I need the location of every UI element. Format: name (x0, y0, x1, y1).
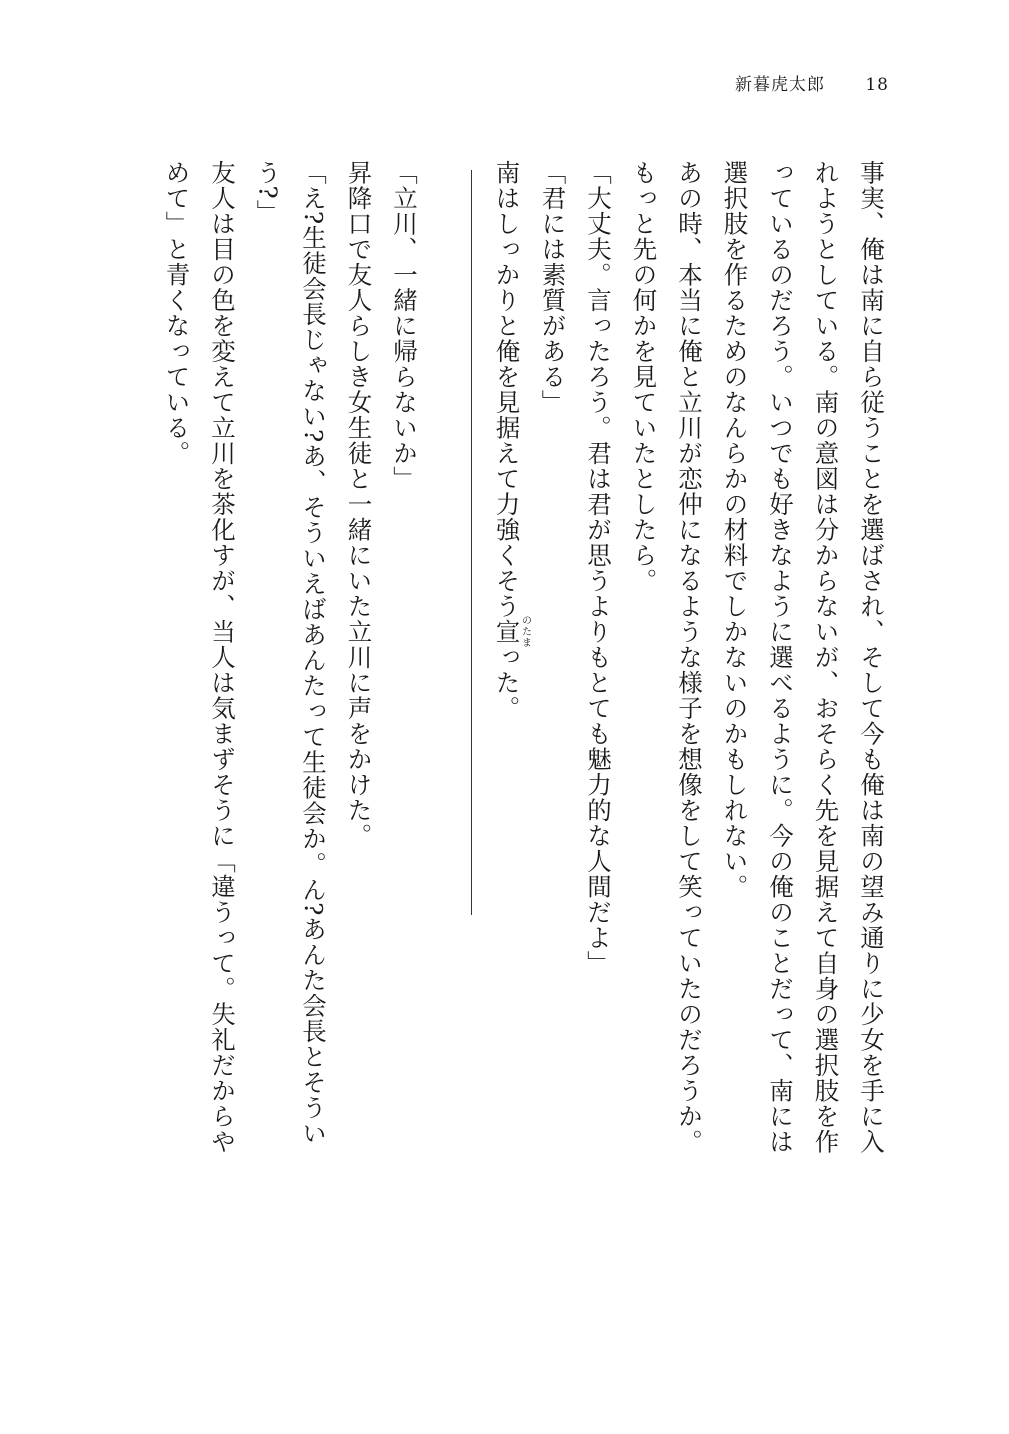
paragraph-with-ruby (484, 160, 530, 1170)
paragraph: 昇降口で友人らしき女生徒と一緒にいた立川に声をかけた。 (344, 160, 374, 849)
paragraph: あの時、本当に俺と立川が恋仲になるような様子を想像をして笑っていたのだろうか。もっと先の何かを見ていたとしたら。 (629, 160, 704, 1155)
page-header (735, 70, 889, 95)
author-name: 新暮虎太郎 (734, 75, 825, 95)
ruby-reading: のたま (519, 615, 531, 649)
dialogue-line: 「大丈夫。言ったろう。君は君が思うよりもとても魅力的な人間だよ」 (584, 160, 613, 976)
ruby-base: 宣 (492, 615, 522, 649)
page-number: 18 (865, 75, 889, 95)
paragraph: 事実、俺は南に自ら従うことを選ばされ、そして今も俺は南の望み通りに少女を手に入れようとしている。南の意図は分からないが、おそらく先を見据えて自身の選択肢を作っているのだろう。いつでも好きなように選べるように。今の俺のことだって、南には選択肢を作るためのなんらかの材料でしかないのかもしれない。 (720, 160, 886, 1155)
ruby-line-before: 南はしっかりと俺を見据えて力強くそう (492, 160, 522, 619)
vertical-body-text (154, 160, 894, 1170)
dialogue-line: 「立川、一緒に帰らないか」 (390, 160, 419, 492)
dialogue-line: 「君には素質がある」 (538, 160, 568, 415)
ruby-annotation (492, 615, 531, 649)
paragraph: 友人は目の色を変えて立川を茶化すが、当人は気まずそうに「違うって。失礼だからやめて」と青くなっている。 (162, 160, 237, 1155)
section-divider (471, 170, 472, 915)
ruby-line-after: った。 (492, 644, 522, 721)
dialogue-line: 「え?生徒会長じゃない?あ、そういえばあんたって生徒会か。ん?あんた会長とそういう?」 (253, 160, 328, 1146)
